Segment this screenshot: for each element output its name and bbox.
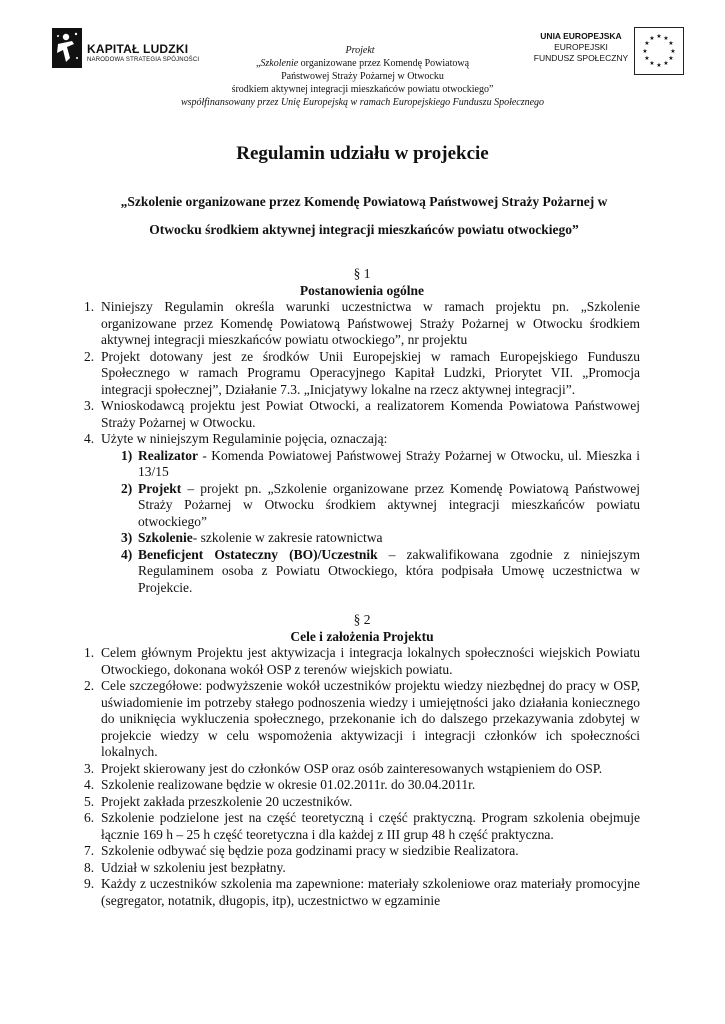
item-number: 4. [84, 431, 95, 446]
definition-item [101, 530, 640, 547]
item-number: 4. [84, 777, 95, 792]
eu-label-line-1: UNIA EUROPEJSKA [540, 31, 622, 41]
item-number: 6. [84, 810, 95, 825]
list-item [84, 843, 640, 860]
svg-text:★: ★ [644, 40, 650, 47]
section-1-mark: § 1 [353, 266, 371, 281]
definitions-list [101, 448, 640, 597]
list-item [84, 398, 640, 431]
item-number: 3. [84, 760, 95, 776]
item-number: 2. [84, 678, 95, 693]
svg-text:★: ★ [668, 55, 674, 62]
definition-term: Beneficjent Ostateczny (BO)/Uczestnik [138, 546, 378, 562]
subtitle-line-2: Otwocku środkiem aktywnej integracji mieszkańców powiatu otwockiego” [149, 222, 579, 237]
item-number: 5. [84, 793, 95, 809]
list-item [84, 876, 640, 909]
section-2-mark: § 2 [353, 612, 371, 627]
svg-text:★: ★ [668, 40, 674, 47]
document-subtitle [86, 188, 642, 244]
project-name-line-3: środkiem aktywnej integracji mieszkańców powiatu otwockiego” [231, 84, 494, 95]
item-number: 3. [84, 398, 95, 413]
item-text: Celem głównym Projektu jest aktywizacja i integracja lokalnych społeczności wiejskich Powiatu Otwockiego, dokonana wokół OSP z terenów wiejskich powiatu. [101, 645, 640, 677]
item-text: Projekt zakłada przeszkolenie 20 uczestników. [101, 793, 353, 809]
list-item [84, 431, 640, 596]
section-1-title: Postanowienia ogólne [299, 282, 425, 298]
svg-text:★: ★ [649, 60, 655, 67]
item-text: Projekt dotowany jest ze środków Unii Europejskiej w ramach Europejskiego Funduszu Społecznego w ramach Programu Operacyjnego Kapitał Ludzki, Priorytet VII. „Promocja integracji społecznej”, Działanie 7.3. „Inicjatywy lokalne na rzecz aktywnej integracji”. [101, 348, 640, 397]
list-item [84, 299, 640, 349]
definition-text: - szkolenie w zakresie ratownictwa [192, 530, 383, 545]
page-header [0, 0, 725, 130]
definition-number: 2) [121, 480, 133, 496]
item-text: Szkolenie odbywać się będzie poza godzinami pracy w siedzibie Realizatora. [101, 843, 519, 858]
definition-term: Projekt [138, 480, 182, 496]
svg-text:★: ★ [656, 62, 662, 69]
definition-number: 4) [121, 546, 133, 562]
definition-item [101, 481, 640, 531]
item-text: Szkolenie podzielone jest na część teoretyczną i część praktyczną. Program szkolenia obejmuje łącznie 169 h – 25 h część teoretyczna i dla każdej z III grup 48 h część praktyczna. [101, 810, 640, 842]
item-text: Udział w szkoleniu jest bezpłatny. [101, 859, 286, 875]
list-item [84, 645, 640, 678]
eu-flag-icon [634, 27, 684, 75]
section-2-title: Cele i założenia Projektu [290, 628, 434, 644]
eu-label-line-2: EUROPEJSKI [554, 42, 608, 52]
document-title: Regulamin udziału w projekcie [236, 143, 489, 164]
list-item [84, 777, 640, 794]
item-text: Szkolenie realizowane będzie w okresie 01.02.2011r. do 30.04.2011r. [101, 777, 476, 792]
svg-text:★: ★ [644, 55, 650, 62]
subtitle-line-1: „Szkolenie organizowane przez Komendę Powiatową Państwowej Straży Pożarnej w [120, 194, 608, 209]
item-text: Użyte w niniejszym Regulaminie pojęcia, oznaczają: [101, 431, 388, 446]
definition-term: Realizator [138, 447, 198, 463]
definition-text: – zakwalifikowana zgodnie z niniejszym Regulaminem osoba z Powiatu Otwockiego, która podpisała Umowę uczestnictwa w Projekcie. [138, 546, 640, 595]
item-number: 2. [84, 348, 95, 364]
item-text: Projekt skierowany jest do członków OSP oraz osób zainteresowanych wstąpieniem do OSP. [101, 760, 603, 776]
list-item [84, 678, 640, 761]
svg-text:★: ★ [642, 48, 648, 55]
kapital-ludzki-title: KAPITAŁ LUDZKI [87, 42, 189, 56]
section-1-list [84, 299, 640, 596]
item-number: 1. [84, 299, 95, 314]
project-name-line-1: „Szkolenie organizowane przez Komendę Powiatową [255, 58, 470, 69]
item-text: Wnioskodawcą projektu jest Powiat Otwocki, a realizatorem Komenda Powiatowa Państwowej Straży Pożarnej w Otwocku. [101, 398, 640, 430]
definition-term: Szkolenie [138, 530, 193, 545]
svg-text:★: ★ [649, 35, 655, 42]
list-item [84, 761, 640, 778]
svg-text:★: ★ [656, 33, 662, 40]
item-number: 9. [84, 876, 95, 891]
item-text: Niniejszy Regulamin określa warunki uczestnictwa w ramach projektu pn. „Szkolenie organizowane przez Komendę Powiatową Państwowej Straży Pożarnej w Otwocku środkiem aktywnej integracji mieszkańców powiatu otwockiego”, nr projektu [101, 299, 640, 347]
definition-number: 1) [121, 447, 133, 463]
project-name-line-2: Państwowej Straży Pożarnej w Otwocku [281, 71, 444, 82]
definition-item [101, 448, 640, 481]
item-number: 8. [84, 859, 95, 875]
list-item [84, 794, 640, 811]
definition-text: – projekt pn. „Szkolenie organizowane przez Komendę Powiatową Państwowej Straży Pożarnej w Otwocku środkiem aktywnej integracji mieszkańców powiatu otwockiego” [138, 480, 640, 529]
item-text: Każdy z uczestników szkolenia ma zapewnione: materiały szkoleniowe oraz materiały promocyjne (segregator, notatnik, długopis, itp), uczestnictwo w egzaminie [101, 876, 640, 908]
svg-text:★: ★ [663, 60, 669, 67]
svg-text:★: ★ [670, 48, 676, 55]
svg-text:★: ★ [663, 35, 669, 42]
item-text: Cele szczegółowe: podwyższenie wokół uczestników projektu wiedzy niezbędnej do pracy w OSP, uświadomienie im potrzeby stałego podnoszenia wiedzy i umiejętności jako działania koniecznego do uniknięcia wykluczenia społecznego, przekonanie ich do dalszego przekazywania zdobytej w projekcie wiedzy w celu wspomożenia aktywizacji i integracji członków ich społeczności lokalnych. [101, 678, 640, 759]
definition-text: - Komenda Powiatowej Państwowej Straży Pożarnej w Otwocku, ul. Mieszka i 13/15 [138, 447, 640, 479]
list-item [84, 349, 640, 399]
section-2-list [84, 645, 640, 909]
project-label: Projekt [345, 45, 375, 56]
definition-number: 3) [121, 530, 133, 545]
eu-label-line-3: FUNDUSZ SPOŁECZNY [533, 53, 629, 63]
list-item [84, 860, 640, 877]
definition-item [101, 547, 640, 597]
cofinancing-note: współfinansowany przez Unię Europejską w ramach Europejskiego Funduszu Społecznego [180, 97, 545, 108]
list-item [84, 810, 640, 843]
item-number: 7. [84, 843, 95, 858]
eu-fund-label [528, 31, 634, 64]
item-number: 1. [84, 645, 95, 660]
document-body [84, 266, 640, 909]
kapital-ludzki-subtitle: NARODOWA STRATEGIA SPÓJNOŚCI [87, 57, 200, 63]
